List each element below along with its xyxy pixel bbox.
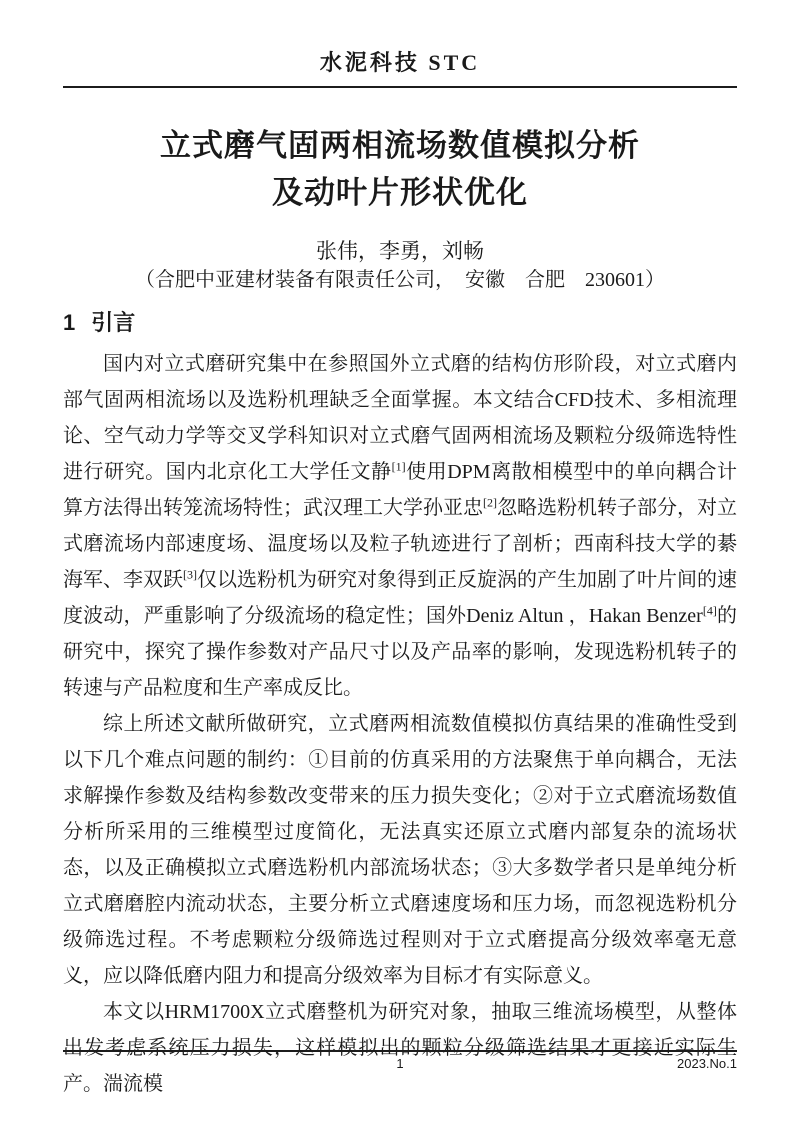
footer-row [63,1056,737,1072]
header-rule [63,86,737,88]
section-number: 1 [63,310,76,335]
authors-line: 张伟，李勇，刘畅 [316,239,484,263]
citation-ref-3: [3] [183,567,197,582]
page-footer [63,1050,737,1072]
citation-ref-1: [1] [391,459,406,474]
section-heading-introduction [63,310,737,336]
footer-rule [63,1050,737,1052]
issue-number: 2023.No.1 [677,1056,737,1071]
paragraph-research-approach: 本文以HRM1700X立式磨整机为研究对象，抽取三维流场模型，从整体出发考虑系统压力损失，这样模拟出的颗粒分级筛选结果才更接近实际生产。湍流模 [63,1001,737,1095]
citation-ref-4: [4] [702,603,717,618]
journal-header-title: 水泥科技 STC [319,50,481,75]
article-title-line-2: 及动叶片形状优化 [272,175,528,210]
p1-text-1: 国内对立式磨研究集中在参照国外立式磨的结构仿形阶段，对立式磨内部气固两相流场以及选粉机理缺乏全面掌握。本文结合CFD技术、多相流理论、空气动力学等交叉学科知识对立式磨气固两相流场及颗粒分级筛选特性进行研究。国内北京化工大学任文静 [63,353,737,483]
page-number: 1 [396,1056,404,1071]
p1-text-5: 的研究中，探究了操作参数对产品尺寸以及产品率的影响，发现选粉机转子的转速与产品粒度和生产率成反比。 [63,605,738,699]
section-title: 引言 [91,310,136,335]
citation-ref-2: [2] [483,495,497,510]
p1-text-2: 使用DPM离散相模型中的单向耦合计算方法得出转笼流场特性；武汉理工大学孙亚忠 [63,461,737,519]
paragraph-literature-review [63,346,737,706]
article-title [63,122,737,216]
affiliation-line: （合肥中亚建材装备有限责任公司， 安徽 合肥 230601） [135,269,665,291]
p1-text-3: 忽略选粉机转子部分，对立式磨流场内部速度场、温度场以及粒子轨迹进行了剖析；西南科技大学的綦海军、李双跃 [63,497,737,591]
paragraph-problem-summary: 综上所述文献所做研究，立式磨两相流数值模拟仿真结果的准确性受到以下几个难点问题的制约：①目前的仿真采用的方法聚焦于单向耦合，无法求解操作参数及结构参数改变带来的压力损失变化；②对于立式磨流场数值分析所采用的三维模型过度简化，无法真实还原立式磨内部复杂的流场状态，以及正确模拟立式磨选粉机内部流场状态；③大多数学者只是单纯分析立式磨磨腔内流动状态，主要分析立式磨速度场和压力场，而忽视选粉机分级筛选过程。不考虑颗粒分级筛选过程则对于立式磨提高分级效率毫无意义，应以降低磨内阻力和提高分级效率为目标才有实际意义。 [63,713,737,987]
p1-text-4: 仅以选粉机为研究对象得到正反旋涡的产生加剧了叶片间的速度波动，严重影响了分级流场的稳定性；国外Deniz Altun ，Hakan Benzer [63,569,737,627]
article-title-line-1: 立式磨气固两相流场数值模拟分析 [160,128,640,163]
